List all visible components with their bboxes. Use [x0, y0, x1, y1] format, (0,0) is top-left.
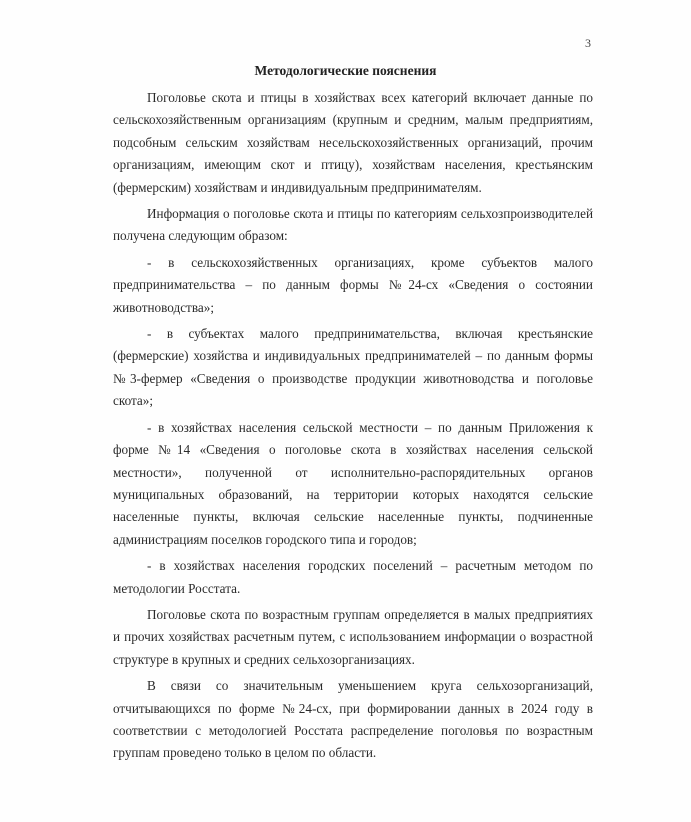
paragraph-data-sources-intro: Информация о поголовье скота и птицы по категориям сельхозпроизводителей получена следующим образом: [113, 206, 593, 244]
paragraph-rural-households: - в хозяйствах населения сельской местности – по данным Приложения к форме №14 «Сведения о поголовье скота в хозяйствах населения сельской местности», полученной от исполнительно-распорядительных органов муниципальных образований, на территории которых находятся сельские населенные пункты, включая сельские населенные пункты, подчиненные администрациям поселков городского типа и городов; [113, 419, 593, 547]
paragraph-agricultural-organizations: - в сельскохозяйственных организациях, кроме субъектов малого предпринимательства – по данным формы №24-сх «Сведения о состоянии животноводства»; [113, 254, 593, 315]
paragraph-urban-households: - в хозяйствах населения городских поселений – расчетным методом по методологии Росстата. [113, 558, 593, 596]
document-body [113, 87, 593, 765]
paragraph-2024-methodology: В связи со значительным уменьшением круга сельхозорганизаций, отчитывающихся по форме №24-сх, при формировании данных в 2024 году в соответствии с методологией Росстата распределение поголовья по возрастным группам проведено только в целом по области. [113, 678, 593, 761]
paragraph-livestock-scope: Поголовье скота и птицы в хозяйствах всех категорий включает данные по сельскохозяйственным организациям (крупным и средним, малым предприятиям, подсобным сельским хозяйствам несельскохозяйственных организаций, прочим организациям, имеющим скот и птицу), хозяйствам населения, крестьянским (фермерским) хозяйствам и индивидуальным предпринимателям. [113, 90, 593, 195]
page-number: 3 [585, 36, 591, 50]
paragraph-small-business: - в субъектах малого предпринимательства, включая крестьянские (фермерские) хозяйства и индивидуальных предпринимателей – по данным формы №3-фермер «Сведения о производстве продукции животноводства и поголовье скота»; [113, 326, 593, 409]
paragraph-age-groups: Поголовье скота по возрастным группам определяется в малых предприятиях и прочих хозяйствах расчетным путем, с использованием информации о возрастной структуре в крупных и средних сельхозорганизациях. [113, 606, 593, 667]
page-title: Методологические пояснения [254, 63, 437, 78]
